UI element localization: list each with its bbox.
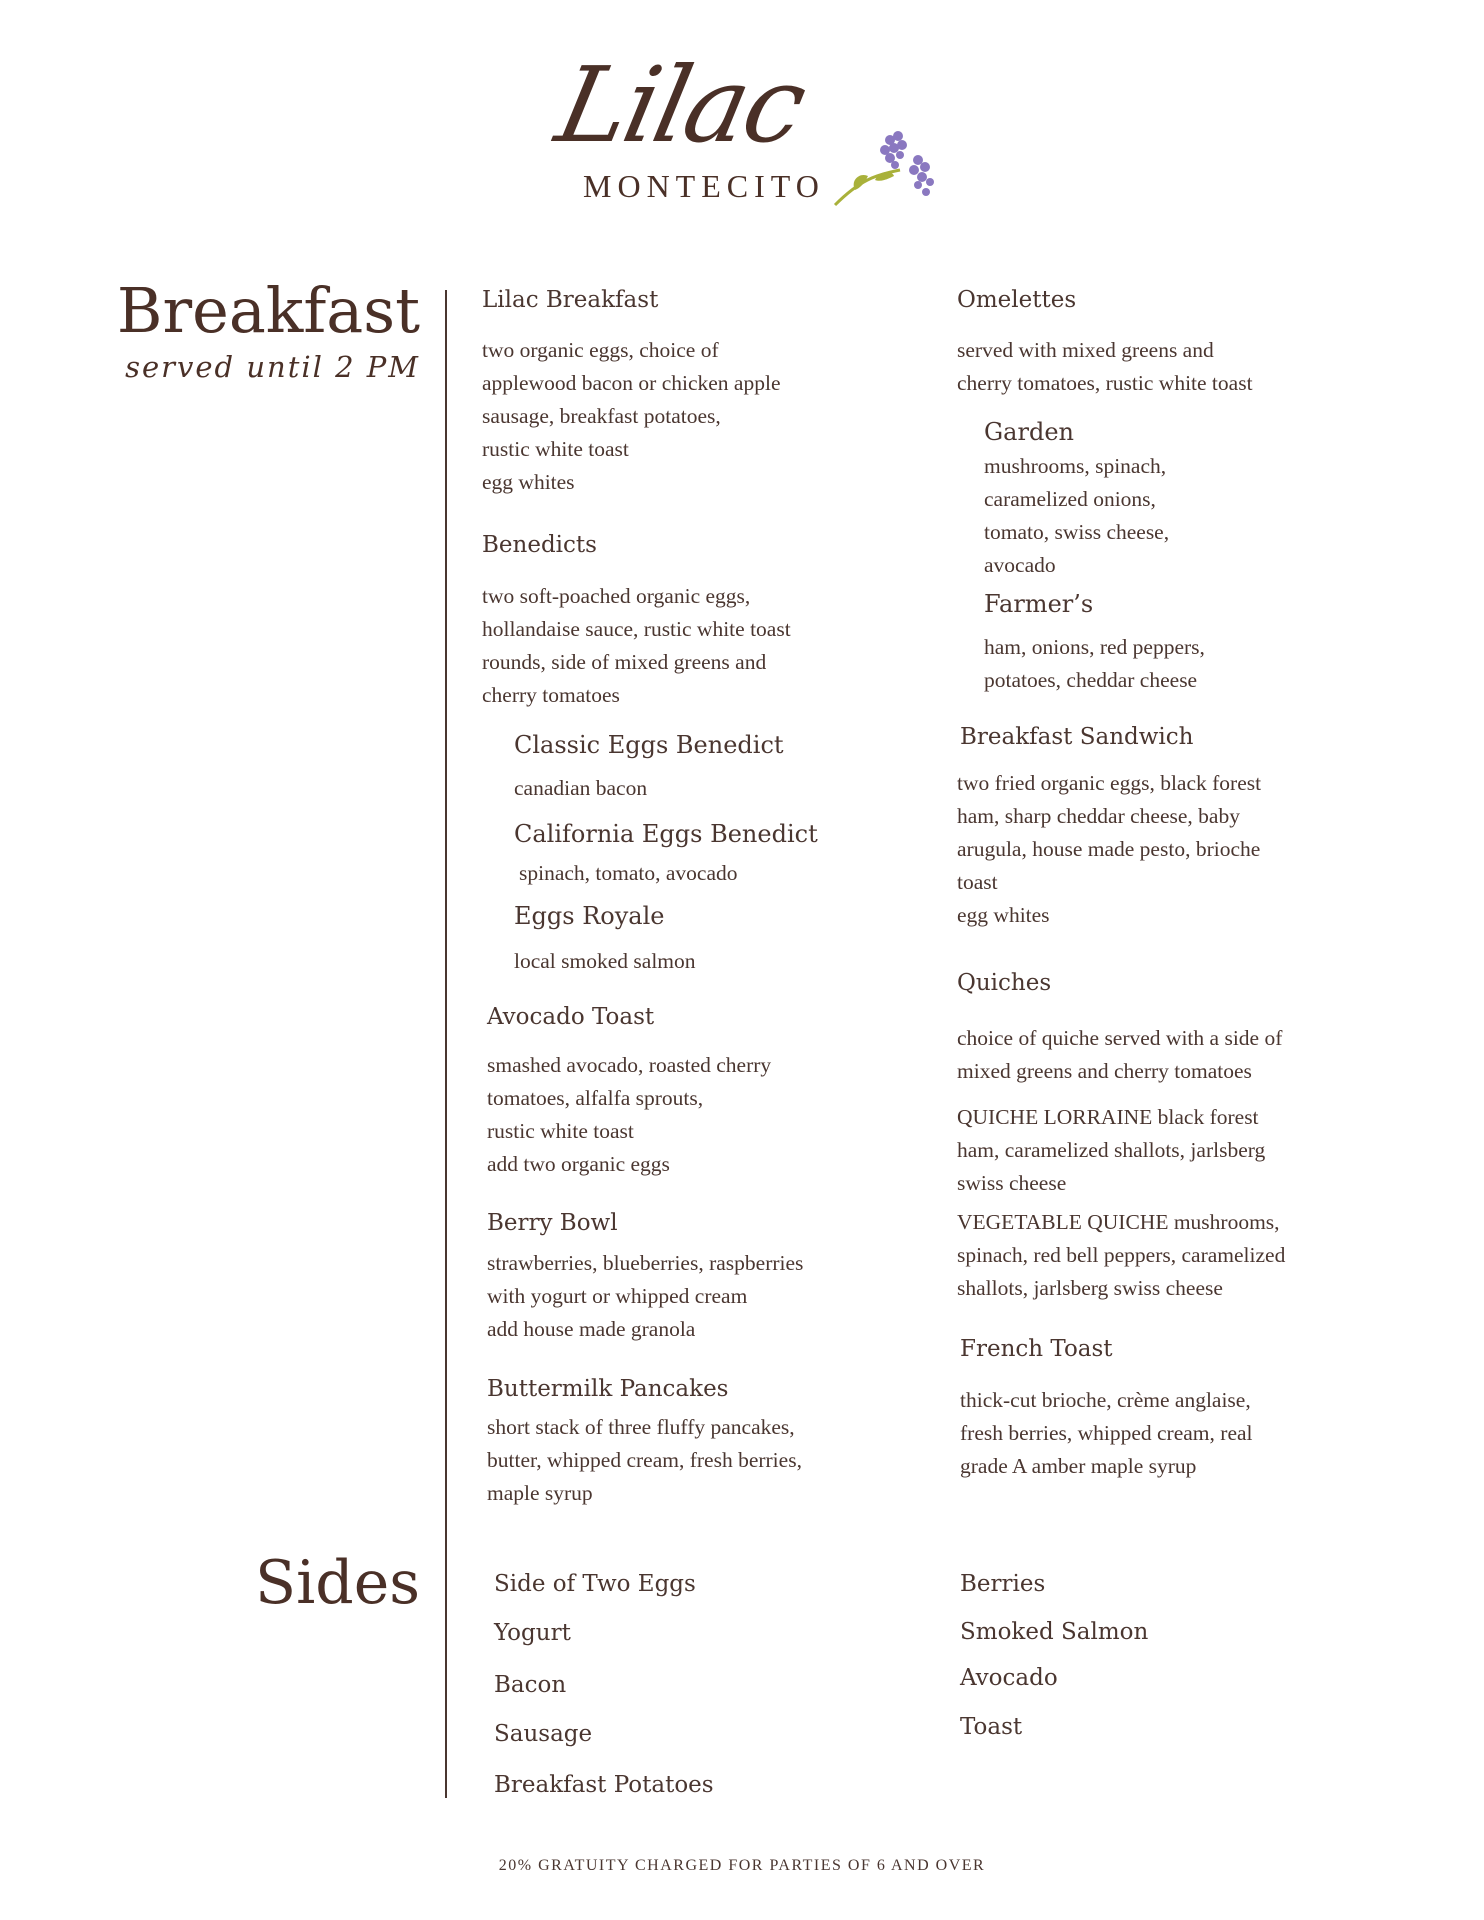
- logo: [540, 40, 940, 210]
- desc-line: add two organic eggs: [487, 1152, 670, 1176]
- desc-line: ham, caramelized shallots, jarlsberg: [957, 1138, 1266, 1162]
- logo-script-text: Lilac: [547, 44, 814, 166]
- item-desc-vegetable-quiche: [957, 1206, 1285, 1305]
- item-title-french-toast: French Toast: [960, 1336, 1113, 1362]
- desc-line: add house made granola: [487, 1317, 696, 1341]
- gratuity-note: 20% GRATUITY CHARGED FOR PARTIES OF 6 AND OVER: [498, 1857, 986, 1874]
- desc-line: fresh berries, whipped cream, real: [960, 1421, 1253, 1445]
- desc-line: strawberries, blueberries, raspberries: [487, 1251, 804, 1275]
- desc-line: two fried organic eggs, black forest: [957, 771, 1262, 795]
- desc-line: egg whites: [482, 470, 575, 494]
- item-desc-california-eggs-benedict: spinach, tomato, avocado: [519, 861, 738, 885]
- desc-line: QUICHE LORRAINE black forest: [957, 1105, 1259, 1129]
- desc-line: maple syrup: [487, 1481, 593, 1505]
- side-item: Sausage: [494, 1721, 593, 1747]
- item-desc-buttermilk-pancakes: [487, 1411, 802, 1510]
- desc-line: ham, onions, red peppers,: [984, 635, 1205, 659]
- breakfast-subtitle: served until 2 PM: [125, 350, 420, 384]
- item-desc-avocado-toast: [487, 1049, 771, 1181]
- desc-line: mushrooms, spinach,: [984, 454, 1167, 478]
- desc-line: rounds, side of mixed greens and: [482, 650, 767, 674]
- side-item: Berries: [960, 1571, 1046, 1597]
- item-title-berry-bowl: Berry Bowl: [487, 1210, 618, 1236]
- item-title-garden: Garden: [984, 418, 1074, 446]
- item-desc-french-toast: [960, 1384, 1253, 1483]
- item-title-lilac-breakfast: Lilac Breakfast: [482, 287, 659, 313]
- desc-line: rustic white toast: [487, 1119, 634, 1143]
- desc-line: caramelized onions,: [984, 487, 1156, 511]
- item-title-quiches: Quiches: [957, 970, 1052, 996]
- side-item: Smoked Salmon: [960, 1619, 1149, 1645]
- desc-line: choice of quiche served with a side of: [957, 1026, 1283, 1050]
- desc-line: rustic white toast: [482, 437, 629, 461]
- item-desc-classic-eggs-benedict: canadian bacon: [514, 776, 648, 800]
- desc-line: ham, sharp cheddar cheese, baby: [957, 804, 1240, 828]
- desc-line: applewood bacon or chicken apple: [482, 371, 781, 395]
- item-desc-breakfast-sandwich: [957, 767, 1261, 932]
- desc-line: tomatoes, alfalfa sprouts,: [487, 1086, 704, 1110]
- side-item: Yogurt: [494, 1620, 571, 1646]
- vertical-divider: [445, 290, 447, 1798]
- desc-line: hollandaise sauce, rustic white toast: [482, 617, 791, 641]
- desc-line: swiss cheese: [957, 1171, 1067, 1195]
- item-desc-lilac-breakfast: [482, 334, 781, 499]
- desc-line: tomato, swiss cheese,: [984, 520, 1170, 544]
- desc-line: sausage, breakfast potatoes,: [482, 404, 721, 428]
- item-title-omelettes: Omelettes: [957, 287, 1077, 313]
- desc-line: arugula, house made pesto, brioche: [957, 837, 1261, 861]
- desc-line: avocado: [984, 553, 1056, 577]
- desc-line: cherry tomatoes, rustic white toast: [957, 371, 1253, 395]
- side-item: Avocado: [960, 1665, 1058, 1691]
- item-desc-benedicts: [482, 580, 791, 712]
- item-desc-farmers: [984, 631, 1205, 697]
- item-title-buttermilk-pancakes: Buttermilk Pancakes: [487, 1376, 729, 1402]
- item-desc-omelettes: [957, 334, 1253, 400]
- side-item: Breakfast Potatoes: [494, 1772, 714, 1798]
- desc-line: mixed greens and cherry tomatoes: [957, 1059, 1252, 1083]
- side-item: Toast: [960, 1714, 1023, 1740]
- item-title-breakfast-sandwich: Breakfast Sandwich: [960, 724, 1194, 750]
- desc-line: short stack of three fluffy pancakes,: [487, 1415, 795, 1439]
- breakfast-title: Breakfast: [116, 274, 420, 347]
- desc-line: two organic eggs, choice of: [482, 338, 719, 362]
- desc-line: potatoes, cheddar cheese: [984, 668, 1198, 692]
- side-item: Side of Two Eggs: [494, 1571, 696, 1597]
- desc-line: with yogurt or whipped cream: [487, 1284, 748, 1308]
- item-title-farmers: Farmer’s: [984, 590, 1094, 618]
- desc-line: toast: [957, 870, 998, 894]
- desc-line: spinach, red bell peppers, caramelized: [957, 1243, 1286, 1267]
- desc-line: two soft-poached organic eggs,: [482, 584, 751, 608]
- desc-line: served with mixed greens and: [957, 338, 1214, 362]
- logo-subtitle: MONTECITO: [583, 168, 825, 204]
- desc-line: shallots, jarlsberg swiss cheese: [957, 1276, 1223, 1300]
- item-title-california-eggs-benedict: California Eggs Benedict: [514, 820, 818, 848]
- item-title-eggs-royale: Eggs Royale: [514, 902, 665, 930]
- item-title-benedicts: Benedicts: [482, 532, 597, 558]
- desc-line: cherry tomatoes: [482, 683, 620, 707]
- side-item: Bacon: [494, 1672, 567, 1698]
- lilac-flower-icon: [830, 110, 940, 210]
- desc-line: VEGETABLE QUICHE mushrooms,: [957, 1210, 1280, 1234]
- desc-line: thick-cut brioche, crème anglaise,: [960, 1388, 1251, 1412]
- sides-title: Sides: [255, 1548, 420, 1618]
- item-desc-garden: [984, 450, 1169, 582]
- item-title-classic-eggs-benedict: Classic Eggs Benedict: [514, 731, 784, 759]
- item-desc-quiches: [957, 1022, 1282, 1088]
- item-desc-quiche-lorraine: [957, 1101, 1265, 1200]
- desc-line: smashed avocado, roasted cherry: [487, 1053, 772, 1077]
- desc-line: butter, whipped cream, fresh berries,: [487, 1448, 802, 1472]
- item-title-avocado-toast: Avocado Toast: [487, 1004, 655, 1030]
- item-desc-berry-bowl: [487, 1247, 803, 1346]
- desc-line: egg whites: [957, 903, 1050, 927]
- desc-line: grade A amber maple syrup: [960, 1454, 1197, 1478]
- item-desc-eggs-royale: local smoked salmon: [514, 949, 696, 973]
